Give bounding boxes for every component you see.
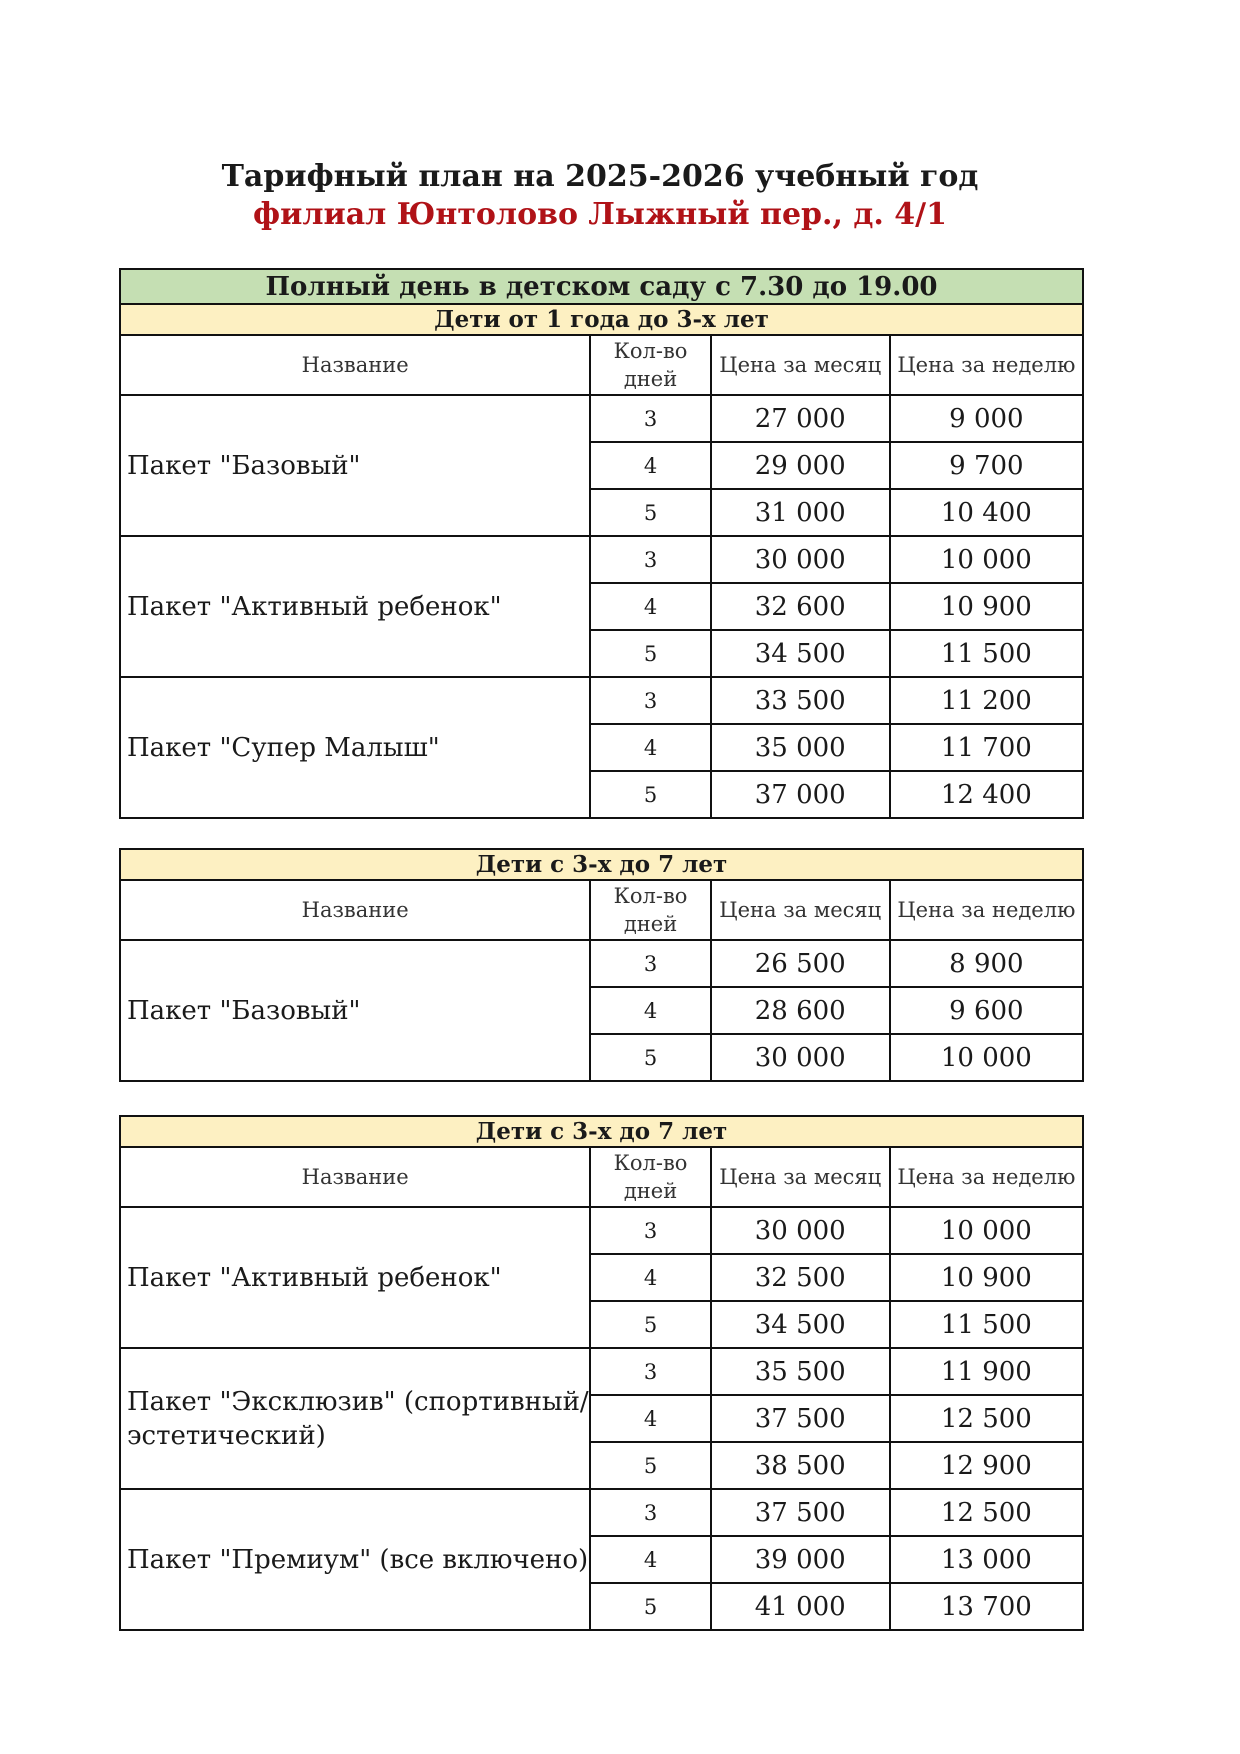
package-name: Пакет "Эксклюзив" (спортивный/эстетический): [120, 1348, 590, 1489]
age-group-row: [120, 304, 1083, 335]
col-header-week-price: Цена за неделю: [890, 1147, 1083, 1207]
col-header-name: Название: [120, 1147, 590, 1207]
col-header-week-price: Цена за неделю: [890, 335, 1083, 395]
days-count: 3: [590, 395, 710, 442]
days-count: 4: [590, 1254, 710, 1301]
days-count: 4: [590, 442, 710, 489]
tariff-table: [119, 848, 1084, 1082]
days-count: 5: [590, 1442, 710, 1489]
price-week: 10 900: [890, 583, 1083, 630]
page-title: Тарифный план на 2025-2026 учебный год: [221, 159, 979, 194]
age-group-heading: Дети с 3-х до 7 лет: [120, 1116, 1083, 1147]
price-month: 29 000: [711, 442, 890, 489]
age-group-heading: Дети от 1 года до 3-х лет: [120, 304, 1083, 335]
price-week: 10 000: [890, 1207, 1083, 1254]
price-month: 35 500: [711, 1348, 890, 1395]
table-row: [120, 1489, 1083, 1536]
price-week: 10 000: [890, 1034, 1083, 1081]
price-week: 10 900: [890, 1254, 1083, 1301]
age-group-heading: Дети с 3-х до 7 лет: [120, 849, 1083, 880]
package-name: Пакет "Базовый": [120, 940, 590, 1081]
price-week: 11 500: [890, 630, 1083, 677]
days-count: 4: [590, 724, 710, 771]
column-header-row: [120, 880, 1083, 940]
days-count: 5: [590, 489, 710, 536]
age-group-row: [120, 849, 1083, 880]
price-month: 37 500: [711, 1395, 890, 1442]
price-week: 11 500: [890, 1301, 1083, 1348]
days-count: 5: [590, 1301, 710, 1348]
price-week: 8 900: [890, 940, 1083, 987]
price-month: 39 000: [711, 1536, 890, 1583]
package-name: Пакет "Активный ребенок": [120, 536, 590, 677]
col-header-name: Название: [120, 880, 590, 940]
price-month: 28 600: [711, 987, 890, 1034]
col-header-days: Кол-во дней: [590, 880, 710, 940]
tariff-table: [119, 1115, 1084, 1631]
price-month: 37 500: [711, 1489, 890, 1536]
days-count: 5: [590, 630, 710, 677]
days-count: 4: [590, 583, 710, 630]
price-week: 9 000: [890, 395, 1083, 442]
package-name: Пакет "Супер Малыш": [120, 677, 590, 818]
price-month: 33 500: [711, 677, 890, 724]
table-row: [120, 677, 1083, 724]
days-count: 3: [590, 1348, 710, 1395]
price-month: 34 500: [711, 630, 890, 677]
price-week: 11 200: [890, 677, 1083, 724]
table-row: [120, 395, 1083, 442]
price-week: 10 400: [890, 489, 1083, 536]
price-month: 31 000: [711, 489, 890, 536]
price-week: 12 500: [890, 1395, 1083, 1442]
schedule-banner-row: [120, 269, 1083, 304]
package-name: Пакет "Базовый": [120, 395, 590, 536]
days-count: 3: [590, 1207, 710, 1254]
price-month: 38 500: [711, 1442, 890, 1489]
days-count: 3: [590, 677, 710, 724]
days-count: 3: [590, 940, 710, 987]
col-header-month-price: Цена за месяц: [711, 880, 890, 940]
col-header-week-price: Цена за неделю: [890, 880, 1083, 940]
col-header-month-price: Цена за месяц: [711, 335, 890, 395]
table-row: [120, 1207, 1083, 1254]
price-week: 10 000: [890, 536, 1083, 583]
days-count: 4: [590, 1536, 710, 1583]
package-name: Пакет "Активный ребенок": [120, 1207, 590, 1348]
document-header: [0, 158, 1200, 234]
price-month: 32 500: [711, 1254, 890, 1301]
column-header-row: [120, 335, 1083, 395]
col-header-month-price: Цена за месяц: [711, 1147, 890, 1207]
package-name: Пакет "Премиум" (все включено): [120, 1489, 590, 1630]
col-header-days: Кол-во дней: [590, 1147, 710, 1207]
price-week: 12 500: [890, 1489, 1083, 1536]
price-month: 26 500: [711, 940, 890, 987]
table-row: [120, 940, 1083, 987]
days-count: 5: [590, 1583, 710, 1630]
col-header-name: Название: [120, 335, 590, 395]
price-month: 34 500: [711, 1301, 890, 1348]
price-month: 30 000: [711, 1034, 890, 1081]
price-week: 11 900: [890, 1348, 1083, 1395]
price-month: 30 000: [711, 1207, 890, 1254]
days-count: 5: [590, 771, 710, 818]
table-row: [120, 1348, 1083, 1395]
col-header-days: Кол-во дней: [590, 335, 710, 395]
days-count: 3: [590, 1489, 710, 1536]
tariff-table: [119, 268, 1084, 819]
price-week: 9 700: [890, 442, 1083, 489]
price-week: 13 700: [890, 1583, 1083, 1630]
price-month: 32 600: [711, 583, 890, 630]
price-month: 35 000: [711, 724, 890, 771]
days-count: 4: [590, 1395, 710, 1442]
price-week: 11 700: [890, 724, 1083, 771]
schedule-banner: Полный день в детском саду с 7.30 до 19.00: [120, 269, 1083, 304]
days-count: 3: [590, 536, 710, 583]
branch-subtitle: филиал Юнтолово Лыжный пер., д. 4/1: [253, 197, 947, 232]
table-row: [120, 536, 1083, 583]
days-count: 4: [590, 987, 710, 1034]
price-week: 13 000: [890, 1536, 1083, 1583]
price-month: 27 000: [711, 395, 890, 442]
column-header-row: [120, 1147, 1083, 1207]
price-week: 9 600: [890, 987, 1083, 1034]
age-group-row: [120, 1116, 1083, 1147]
price-month: 41 000: [711, 1583, 890, 1630]
price-month: 30 000: [711, 536, 890, 583]
days-count: 5: [590, 1034, 710, 1081]
price-week: 12 400: [890, 771, 1083, 818]
price-month: 37 000: [711, 771, 890, 818]
price-week: 12 900: [890, 1442, 1083, 1489]
